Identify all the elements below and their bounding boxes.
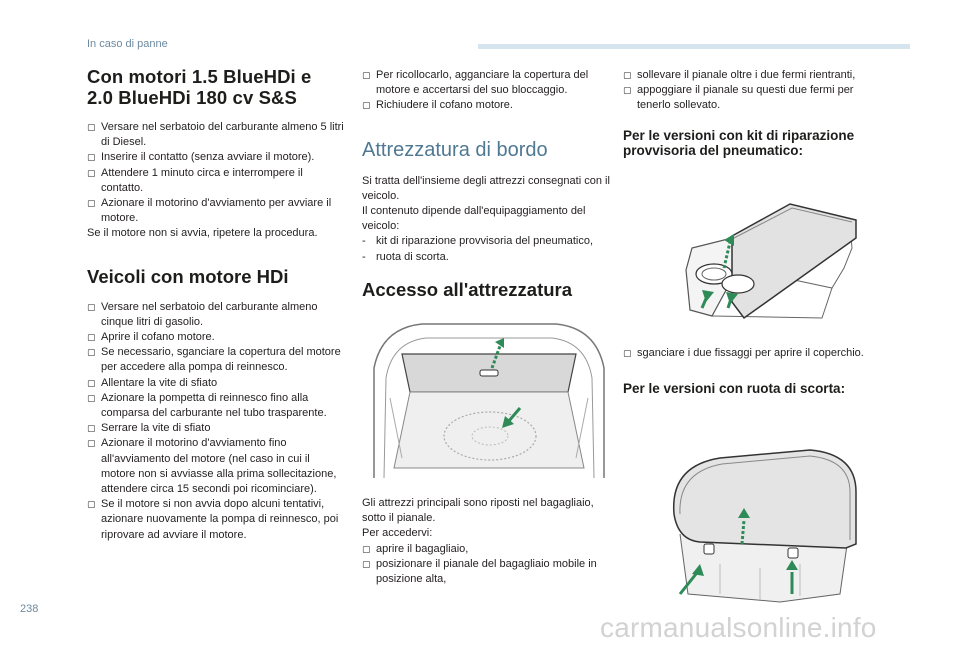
checkbox-icon: ▢: [362, 543, 371, 554]
steps-raise: [623, 68, 881, 114]
section-header: In caso di panne: [87, 38, 168, 50]
tools-list-item: - kit di riparazione provvisoria del pneumatico,: [362, 235, 594, 248]
step-item: ▢ Per ricollocarlo, agganciare la copertura del motore e accertarsi del suo bloccaggio.: [362, 69, 589, 97]
step-item: ▢ Se necessario, sganciare la copertura del motore per accedere alla pompa di reinnesco.: [87, 346, 341, 374]
checkbox-icon: ▢: [87, 198, 96, 209]
heading-spare: Per le versioni con ruota di scorta:: [623, 381, 846, 397]
checkbox-icon: ▢: [623, 348, 632, 358]
tools-intro-2: Il contenuto dipende dall'equipaggiamento del veicolo:: [362, 205, 586, 233]
step-item: ▢ sollevare il pianale oltre i due fermi rientranti,: [623, 68, 881, 83]
step-item: ▢ Azionare il motorino d'avviamento fino all'avviamento del motore (nel caso in cui il motore non si avviasse alla prima sollecitazione, attendere circa 15 secondi poi ricominciare).: [87, 437, 337, 496]
step-item: ▢ Azionare il motorino d'avviamento per avviare il motore.: [87, 197, 332, 225]
steps-hdi: [87, 300, 345, 543]
step-item: ▢ Versare nel serbatoio del carburante almeno cinque litri di gasolio.: [87, 300, 318, 328]
step-item: ▢ posizionare il pianale del bagagliaio mobile in posizione alta,: [362, 557, 597, 586]
repair-kit-figure: [672, 198, 862, 324]
step-item: ▢ appoggiare il pianale su questi due fermi per tenerlo sollevato.: [623, 84, 854, 112]
checkbox-icon: ▢: [87, 332, 96, 343]
step-item: ▢ Attendere 1 minuto circa e interrompere il contatto.: [87, 166, 303, 194]
column-2-bottom: [362, 496, 620, 587]
checkbox-icon: ▢: [623, 70, 632, 80]
column-2: [362, 66, 620, 311]
step-item: ▢ Versare nel serbatoio del carburante almeno 5 litri di Diesel.: [87, 121, 344, 149]
checkbox-icon: ▢: [87, 423, 96, 434]
note-text: Se il motore non si avvia, ripetere la procedura.: [87, 227, 318, 240]
access-text-2: Per accedervi:: [362, 527, 433, 540]
checkbox-icon: ▢: [362, 100, 371, 111]
checkbox-icon: ▢: [87, 301, 96, 312]
column-3: [623, 66, 881, 164]
step-item: ▢ Richiudere il cofano motore.: [362, 98, 620, 113]
step-item: ▢ aprire il bagagliaio,: [362, 542, 620, 557]
heading-tools: Attrezzatura di bordo: [362, 138, 548, 161]
checkbox-icon: ▢: [623, 85, 632, 96]
page-number: 238: [20, 603, 39, 615]
checkbox-icon: ▢: [87, 167, 96, 178]
tools-list-item: - ruota di scorta.: [362, 250, 449, 263]
checkbox-icon: ▢: [87, 438, 96, 449]
step-item: ▢ Aprire il cofano motore.: [87, 330, 345, 345]
checkbox-icon: ▢: [87, 392, 96, 403]
heading-bluehdi-line-1: Con motori 1.5 BlueHDi e: [87, 66, 312, 87]
step-item: ▢ sganciare i due fissaggi per aprire il coperchio.: [623, 346, 881, 361]
column-3-mid: [623, 346, 881, 402]
step-item: ▢ Serrare la vite di sfiato: [87, 421, 345, 436]
step-item: ▢ Azionare la pompetta di reinnesco fino alla comparsa del carburante nel tubo trasparente.: [87, 391, 327, 420]
heading-access: Accesso all'attrezzatura: [362, 278, 573, 300]
tools-intro-1: Si tratta dell'insieme degli attrezzi consegnati con il veicolo.: [362, 174, 610, 202]
heading-kit: Per le versioni con kit di riparazione provvisoria del pneumatico:: [623, 127, 855, 158]
step-item: ▢ Allentare la vite di sfiato: [87, 376, 345, 391]
checkbox-icon: ▢: [87, 122, 96, 132]
checkbox-icon: ▢: [87, 347, 96, 358]
steps-bluehdi: [87, 120, 345, 242]
checkbox-icon: ▢: [362, 558, 371, 569]
header-bar: [478, 44, 910, 49]
step-item: ▢ Se il motore si non avvia dopo alcuni tentativi, azionare nuovamente la pompa di reinnesco, poi riprovare ad avviare il motore.: [87, 498, 339, 541]
checkbox-icon: ▢: [87, 152, 96, 163]
heading-bluehdi: [87, 66, 345, 108]
steps-refit: [362, 68, 620, 114]
spare-wheel-figure: [660, 444, 860, 612]
checkbox-icon: ▢: [87, 499, 96, 510]
heading-bluehdi-line-2: 2.0 BlueHDi 180 cv S&S: [87, 87, 297, 108]
column-1: [87, 66, 345, 543]
access-text-1: Gli attrezzi principali sono riposti nel bagagliaio, sotto il pianale.: [362, 497, 594, 525]
watermark: carmanualsonline.info: [600, 612, 877, 643]
trunk-figure: [362, 318, 616, 482]
step-item: ▢ Inserire il contatto (senza avviare il motore).: [87, 150, 345, 165]
heading-hdi: Veicoli con motore HDi: [87, 265, 289, 287]
checkbox-icon: ▢: [362, 70, 371, 80]
checkbox-icon: ▢: [87, 377, 96, 388]
